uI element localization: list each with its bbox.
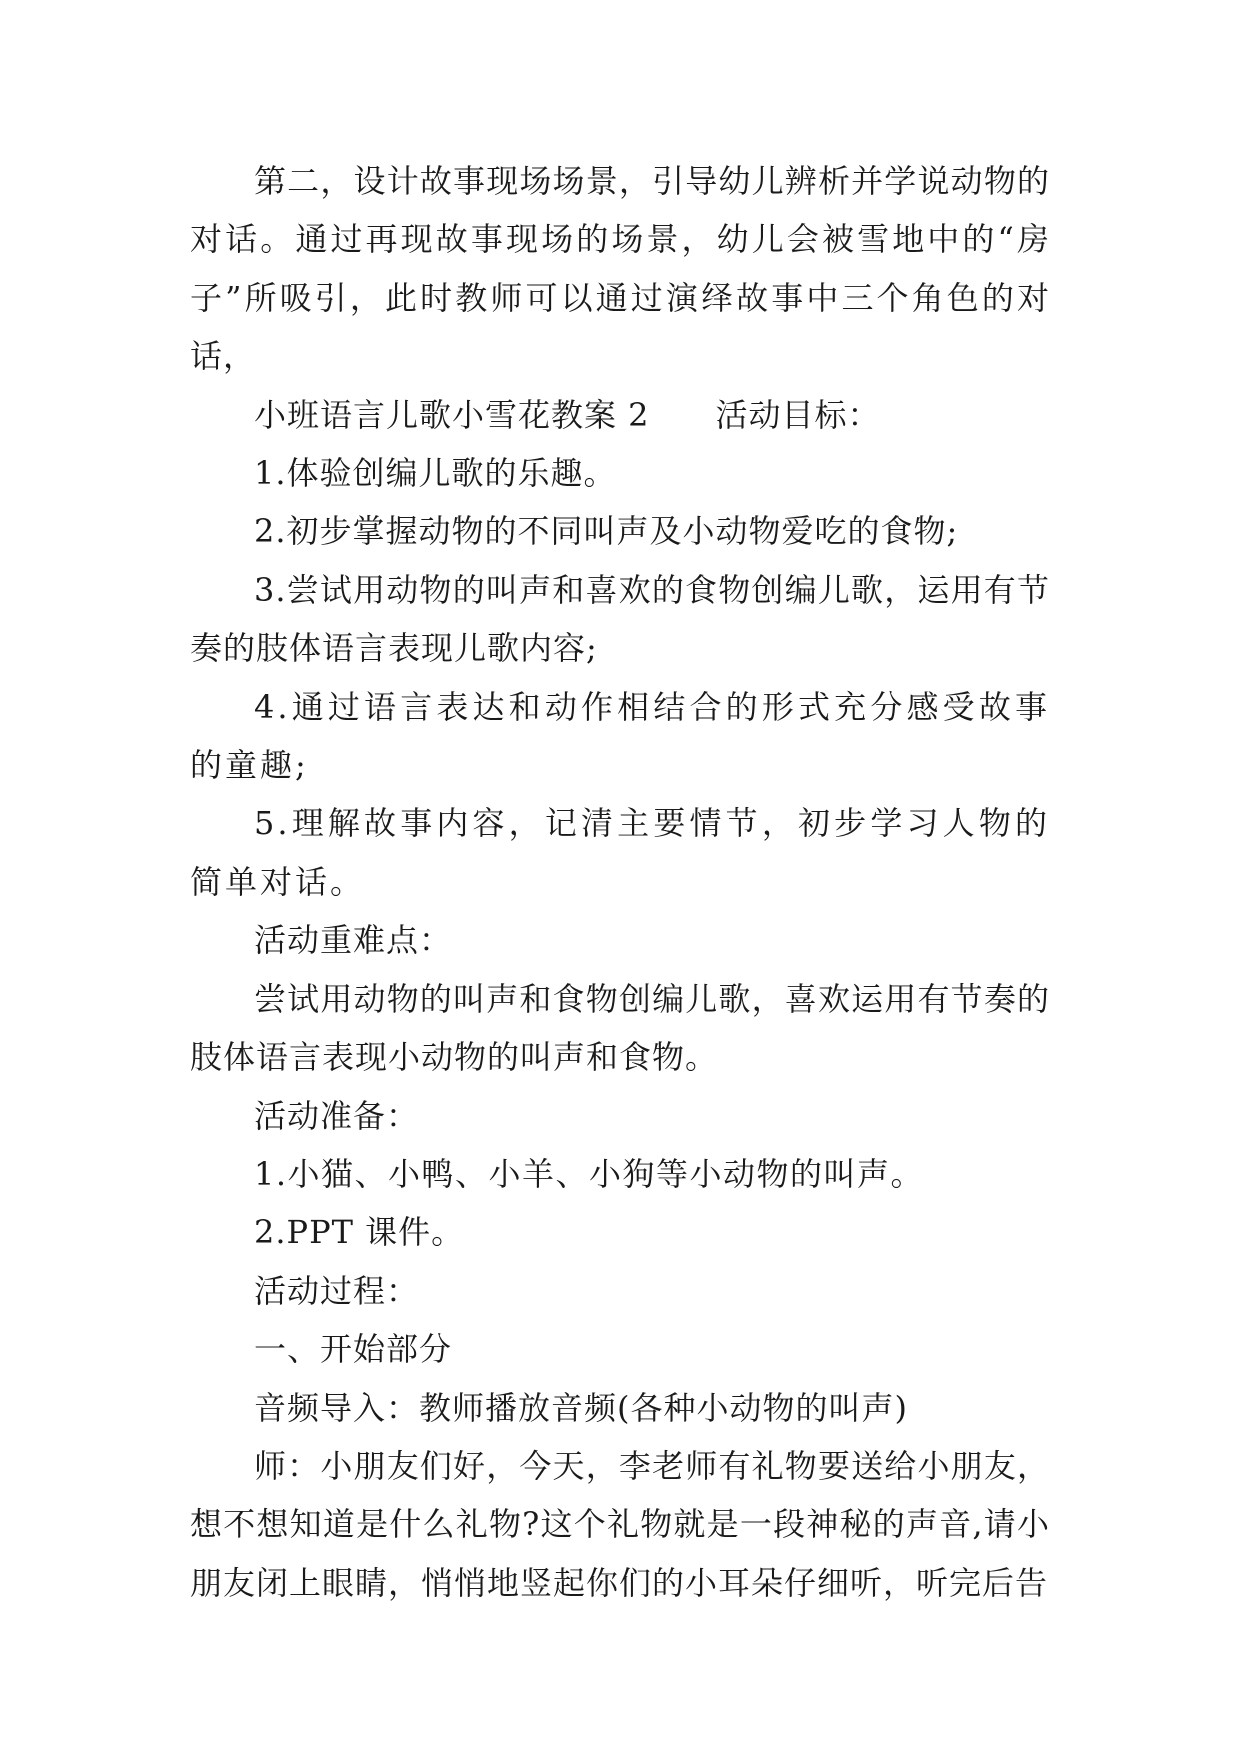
paragraph-goal-5: 5.理解故事内容，记清主要情节，初步学习人物的简单对话。 xyxy=(190,804,1050,901)
paragraph-lesson-title: 小班语言儿歌小雪花教案 2 活动目标： xyxy=(254,395,881,434)
document-body xyxy=(190,152,1050,1612)
paragraph-story-scene: 第二，设计故事现场场景，引导幼儿辨析并学说动物的对话。通过再现故事现场的场景，幼儿会被雪地中的“房子”所吸引，此时教师可以通过演绎故事中三个角色的对话， xyxy=(190,162,1050,376)
paragraph-teacher-speech: 师：小朋友们好，今天，李老师有礼物要送给小朋友，想不想知道是什么礼物?这个礼物就是一段神秘的声音,请小朋友闭上眼睛，悄悄地竖起你们的小耳朵仔细听，听完后告 xyxy=(190,1446,1050,1602)
paragraph-preparation-2: 2.PPT 课件。 xyxy=(254,1213,465,1252)
paragraph-key-points-heading: 活动重难点： xyxy=(254,921,453,960)
paragraph-section-start: 一、开始部分 xyxy=(254,1330,453,1369)
paragraph-preparation-heading: 活动准备： xyxy=(254,1096,420,1135)
paragraph-audio-intro: 音频导入：教师播放音频(各种小动物的叫声) xyxy=(254,1388,908,1427)
paragraph-key-points: 尝试用动物的叫声和食物创编儿歌，喜欢运用有节奏的肢体语言表现小动物的叫声和食物。 xyxy=(190,979,1050,1077)
paragraph-preparation-1: 1.小猫、小鸭、小羊、小狗等小动物的叫声。 xyxy=(254,1154,925,1193)
paragraph-goal-2: 2.初步掌握动物的不同叫声及小动物爱吃的食物; xyxy=(254,512,959,551)
paragraph-goal-4: 4.通过语言表达和动作相结合的形式充分感受故事的童趣; xyxy=(190,687,1050,785)
paragraph-process-heading: 活动过程： xyxy=(254,1271,420,1310)
paragraph-goal-3: 3.尝试用动物的叫声和喜欢的食物创编儿歌，运用有节奏的肢体语言表现儿歌内容; xyxy=(190,570,1050,668)
paragraph-goal-1: 1.体验创编儿歌的乐趣。 xyxy=(254,454,617,493)
